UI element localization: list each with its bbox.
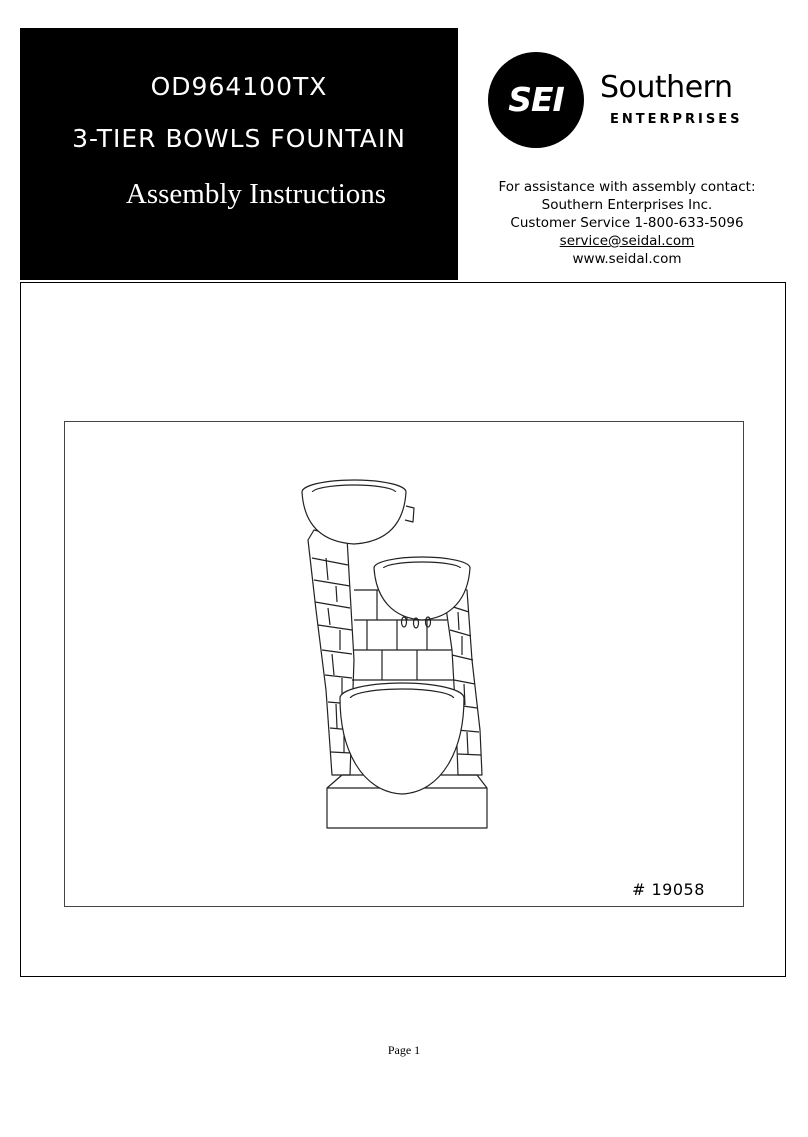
logo-subtitle: ENTERPRISES bbox=[610, 112, 743, 127]
contact-intro: For assistance with assembly contact: bbox=[498, 179, 756, 195]
page-number: Page 1 bbox=[387, 1043, 421, 1057]
contact-company: Southern Enterprises Inc. bbox=[541, 197, 713, 213]
document-type: Assembly Instructions bbox=[125, 178, 387, 210]
contact-info bbox=[462, 178, 792, 268]
contact-website[interactable]: www.seidal.com bbox=[572, 251, 682, 267]
contact-phone: Customer Service 1-800-633-5096 bbox=[510, 215, 744, 231]
fountain-illustration-icon bbox=[292, 470, 512, 840]
contact-email-link[interactable]: service@seidal.com bbox=[559, 233, 695, 249]
company-logo bbox=[488, 52, 748, 148]
model-number: OD964100TX bbox=[150, 72, 328, 101]
item-number: # 19058 bbox=[632, 880, 705, 899]
title-block bbox=[20, 28, 458, 280]
logo-name: Southern bbox=[600, 70, 733, 105]
logo-badge-text: SEI bbox=[508, 80, 564, 119]
product-name: 3-TIER BOWLS FOUNTAIN bbox=[72, 124, 406, 153]
